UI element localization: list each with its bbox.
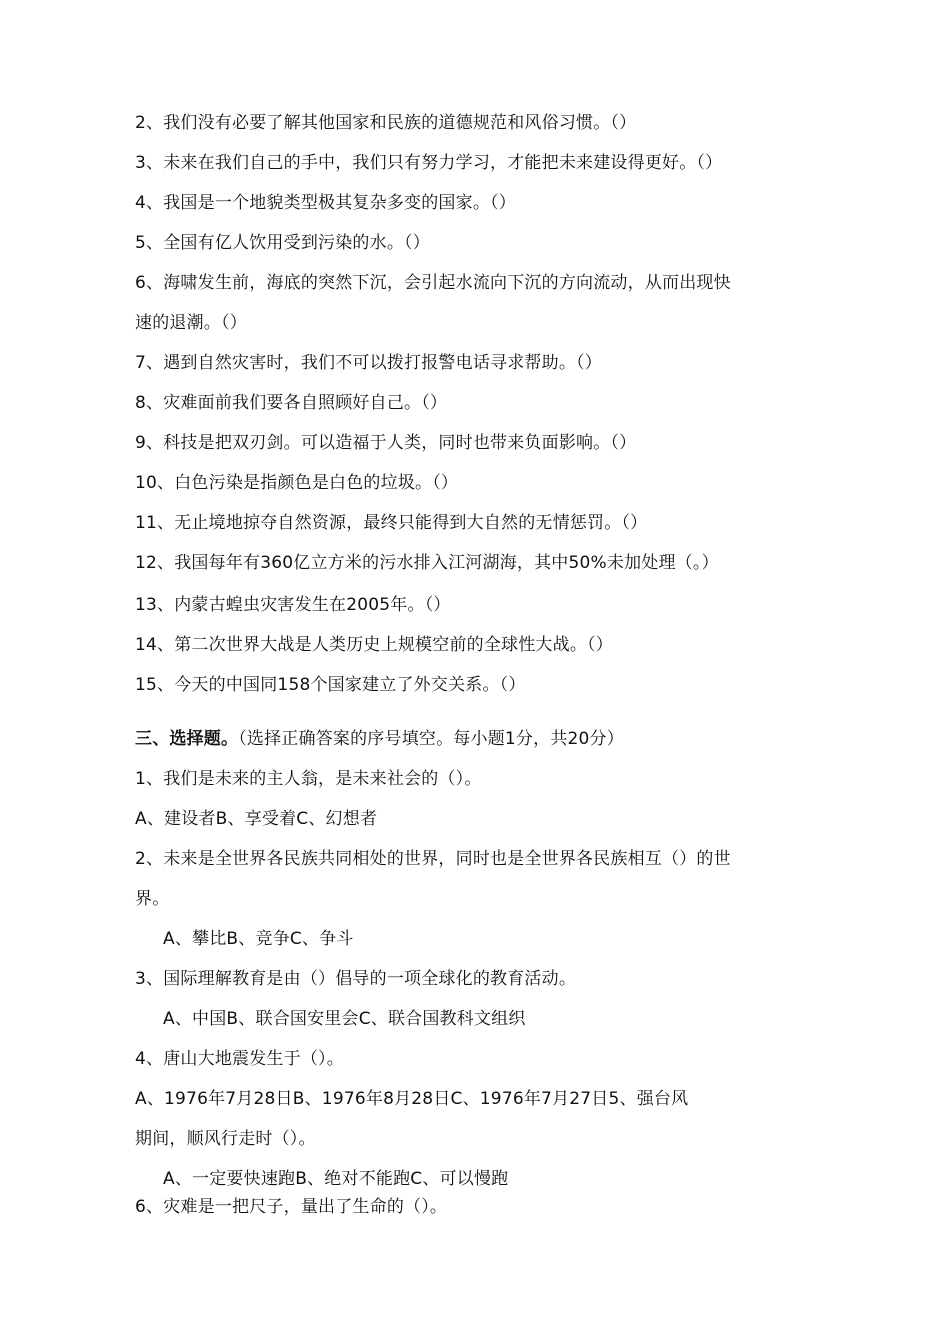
tf-item-12: 12、我国每年有360亿立方米的污水排入江河湖海，其中50%未加处理（。） [135, 553, 719, 573]
mc-question-6: 6、灾难是一把尺子，量出了生命的（）。 [135, 1197, 448, 1217]
tf-item-5: 5、全国有亿人饮用受到污染的水。（） [135, 233, 430, 253]
mc-question-2-cont: 界。 [135, 889, 170, 909]
tf-item-7: 7、遇到自然灾害时，我们不可以拨打报警电话寻求帮助。（） [135, 353, 602, 373]
mc-options-1: A、建设者B、享受着C、幻想者 [135, 809, 378, 829]
tf-item-6-cont: 速的退潮。（） [135, 313, 247, 333]
tf-item-15: 15、今天的中国同158个国家建立了外交关系。（） [135, 675, 526, 695]
tf-item-6: 6、海啸发生前，海底的突然下沉，会引起水流向下沉的方向流动，从而出现快 [135, 273, 731, 293]
mc-options-3: A、中国B、联合国安里会C、联合国教科文组织 [163, 1009, 526, 1029]
tf-item-2: 2、我们没有必要了解其他国家和民族的道德规范和风俗习惯。（） [135, 113, 637, 133]
mc-question-5: 期间，顺风行走时（）。 [135, 1129, 316, 1149]
tf-item-13: 13、内蒙古蝗虫灾害发生在2005年。（） [135, 595, 451, 615]
mc-options-4: A、1976年7月28日B、1976年8月28日C、1976年7月27日5、强台风 [135, 1089, 689, 1109]
mc-options-2: A、攀比B、竞争C、争斗 [163, 929, 354, 949]
section-heading [135, 728, 815, 750]
tf-item-9: 9、科技是把双刃剑。可以造福于人类，同时也带来负面影响。（） [135, 433, 637, 453]
mc-question-1: 1、我们是未来的主人翁，是未来社会的（）。 [135, 769, 482, 789]
section-title: 三、选择题。 [135, 729, 239, 749]
tf-item-8: 8、灾难面前我们要各自照顾好自己。（） [135, 393, 448, 413]
mc-question-2: 2、未来是全世界各民族共同相处的世界，同时也是全世界各民族相互（）的世 [135, 849, 731, 869]
mc-question-4: 4、唐山大地震发生于（）。 [135, 1049, 344, 1069]
tf-item-11: 11、无止境地掠夺自然资源，最终只能得到大自然的无情惩罚。（） [135, 513, 648, 533]
tf-item-14: 14、第二次世界大战是人类历史上规模空前的全球性大战。（） [135, 635, 613, 655]
section-note: （选择正确答案的序号填空。每小题1分，共20分） [238, 729, 624, 749]
tf-item-3: 3、未来在我们自己的手中，我们只有努力学习，才能把未来建设得更好。（） [135, 153, 723, 173]
tf-item-10: 10、白色污染是指颜色是白色的垃圾。（） [135, 473, 459, 493]
mc-question-3: 3、国际理解教育是由（）倡导的一项全球化的教育活动。 [135, 969, 577, 989]
mc-options-5: A、一定要快速跑B、绝对不能跑C、可以慢跑 [163, 1169, 509, 1189]
tf-item-4: 4、我国是一个地貌类型极其复杂多变的国家。（） [135, 193, 516, 213]
